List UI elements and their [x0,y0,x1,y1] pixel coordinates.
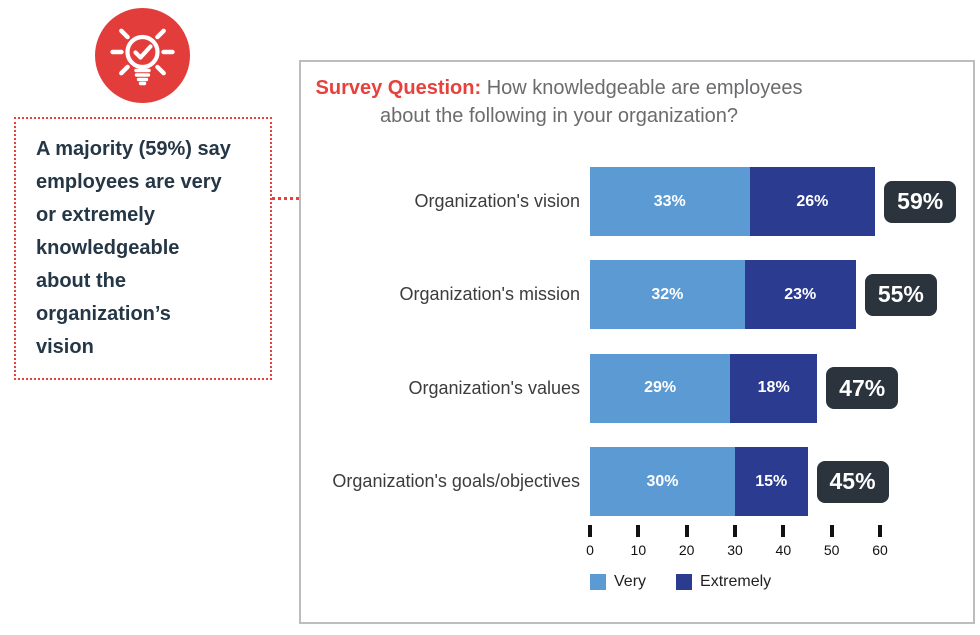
total-badge: 47% [826,367,898,409]
bar-segment-extremely: 23% [745,260,856,329]
bar-segment-very: 32% [590,260,745,329]
chart-row [301,167,956,236]
callout-box [14,117,272,380]
lightbulb-check-icon [95,8,190,103]
x-axis [586,525,920,575]
axis-tick-label: 20 [678,542,695,558]
bar-stack [590,447,808,516]
total-badge: 55% [865,274,937,316]
legend-swatch-icon [590,574,606,590]
total-badge: 45% [817,461,889,503]
chart-row [301,260,937,329]
legend-label: Very [614,573,647,590]
bar-stack [590,167,875,236]
axis-tick-mark [636,525,640,537]
survey-question-label: Survey Question: [315,77,482,99]
axis-tick-label: 10 [630,542,647,558]
bar-segment-extremely: 18% [730,354,817,423]
legend-item-very [590,573,646,591]
legend-swatch-icon [676,574,692,590]
category-label: Organization's mission [399,284,580,305]
axis-tick-label: 0 [586,542,594,558]
callout-text: A majority (59%) say employees are very or extremely knowledgeable about the organization’s vision [36,138,231,358]
axis-tick-mark [588,525,592,537]
category-label: Organization's goals/objectives [332,471,580,492]
survey-question-text: How knowledgeable are employees about the following in your organization? [379,77,803,127]
axis-tick-label: 60 [872,542,888,558]
total-badge: 59% [884,181,956,223]
legend-item-extremely [676,573,771,591]
chart-row [301,354,898,423]
axis-tick-mark [830,525,834,537]
legend-label: Extremely [700,573,772,590]
axis-tick-mark [781,525,785,537]
bar-segment-very: 30% [590,447,735,516]
category-label: Organization's vision [414,191,580,211]
bar-segment-extremely: 15% [735,447,808,516]
bar-stack [590,260,856,329]
axis-tick-mark [878,525,882,537]
axis-tick-label: 50 [823,542,840,558]
axis-tick-label: 30 [727,542,743,558]
survey-chart-panel [299,60,975,624]
chart-legend [590,573,771,591]
axis-tick-mark [733,525,737,537]
axis-tick-label: 40 [775,542,792,558]
chart-row [301,447,889,516]
axis-tick-mark [685,525,689,537]
bar-stack [590,354,817,423]
category-label: Organization's values [408,377,580,398]
bar-segment-very: 33% [590,167,750,236]
bar-segment-extremely: 26% [750,167,876,236]
lightbulb-check-svg [95,8,190,103]
bar-segment-very: 29% [590,354,730,423]
